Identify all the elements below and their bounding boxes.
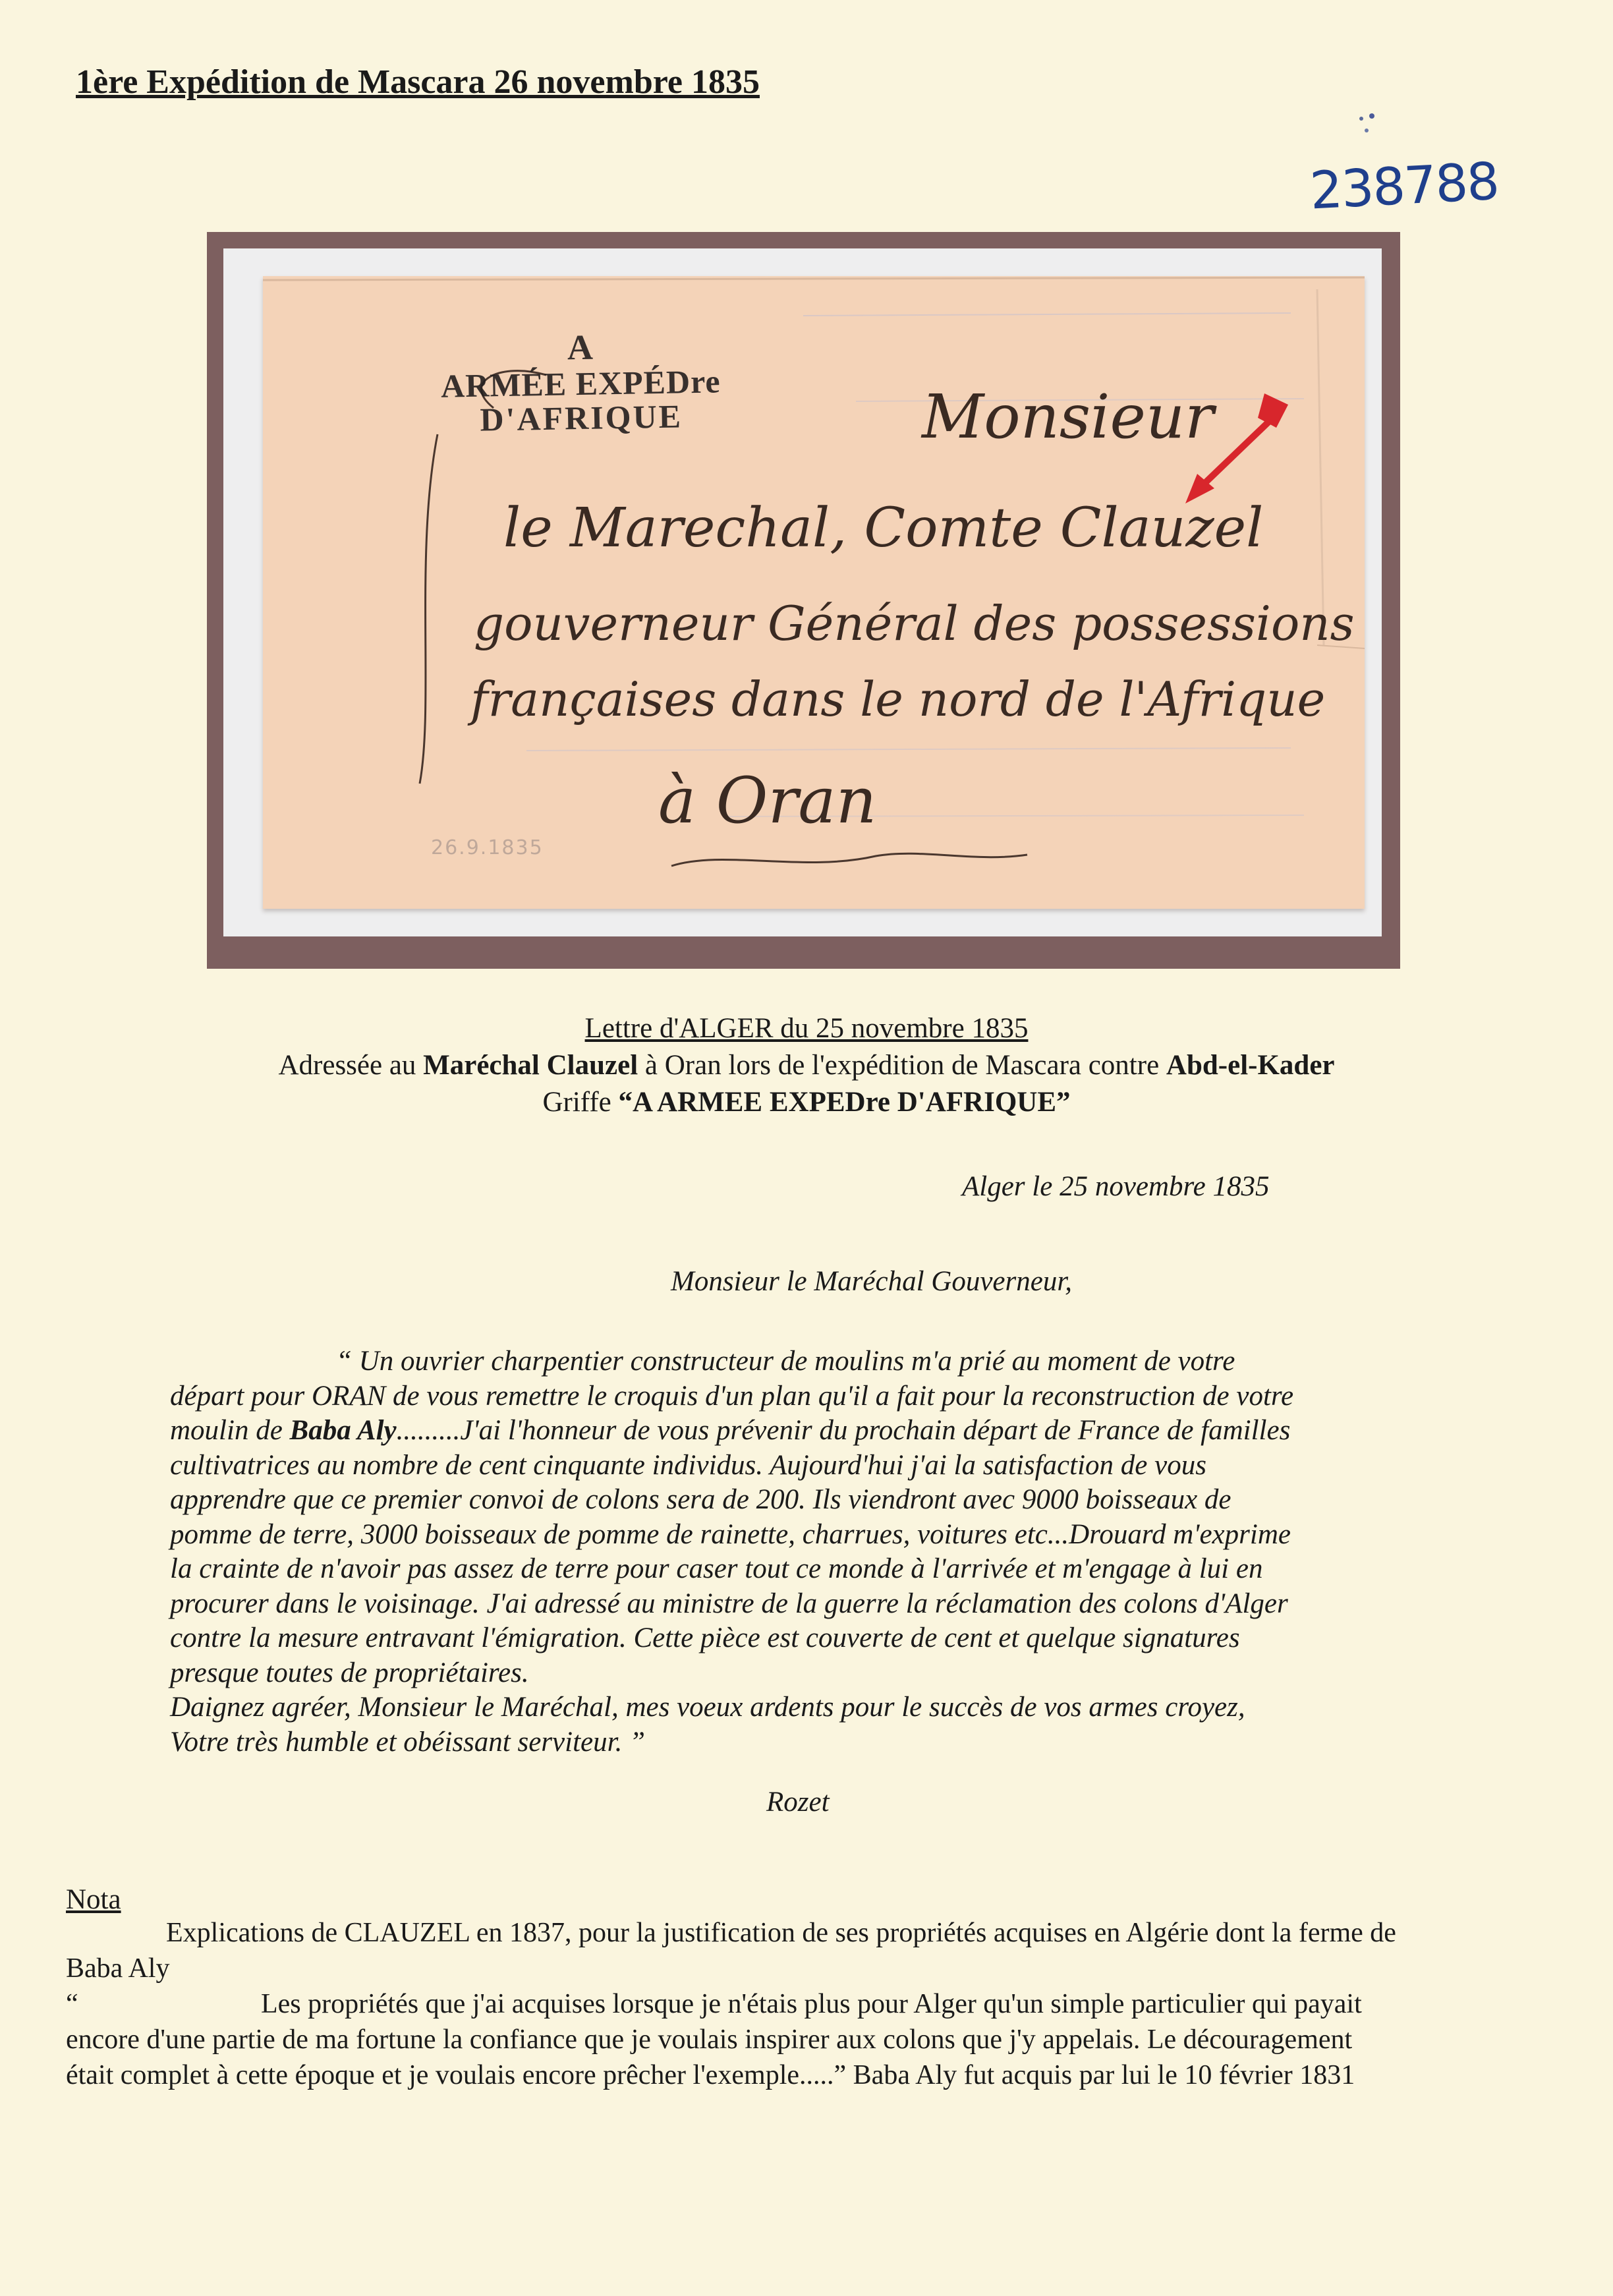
letter-line: apprendre que ce premier convoi de colons sera de 200. Ils viendront avec 9000 boisseaux de [170, 1484, 1231, 1515]
letter-line: Daignez agréer, Monsieur le Maréchal, mes voeux ardents pour le succès de vos armes croyez, [170, 1692, 1245, 1723]
cover-frame [207, 232, 1400, 969]
letter-line3-post: .........J'ai l'honneur de vous prévenir du prochain départ de France de familles [396, 1415, 1291, 1446]
letter-line3-pre: moulin de [170, 1415, 290, 1446]
letter-line: “ Un ouvrier charpentier constructeur de moulins m'a prié au moment de votre [336, 1346, 1235, 1377]
nota-label: Nota [66, 1884, 121, 1915]
letter-salutation: Monsieur le Maréchal Gouverneur, [671, 1266, 1073, 1297]
nota-text [66, 1915, 1515, 2093]
letter-line: départ pour ORAN de vous remettre le croquis d'un plan qu'il a fait pour la reconstruction de votre [170, 1380, 1294, 1412]
letter-date: Alger le 25 novembre 1835 [962, 1171, 1270, 1202]
nota-line: Explications de CLAUZEL en 1837, pour la justification de ses propriétés acquises en Algérie dont la ferme de [166, 1918, 1396, 1948]
inventory-number: 238788 [1308, 152, 1500, 221]
caption-griffe: “A ARMEE EXPEDre D'AFRIQUE” [618, 1087, 1071, 1118]
letter-line: contre la mesure entravant l'émigration. Cette pièce est couverte de cent et quelque signatures [170, 1622, 1240, 1653]
letter-baba-aly: Baba Aly [289, 1415, 397, 1446]
caption-opponent: Abd-el-Kader [1166, 1050, 1335, 1081]
address-line3: gouverneur Général des possessions [474, 596, 1355, 651]
letter-line: procurer dans le voisinage. J'ai adressé au ministre de la guerre la réclamation des colons d'Alger [170, 1588, 1288, 1619]
postmark-griffe [440, 326, 722, 438]
letter-line: cultivatrices au nombre de cent cinquante individus. Aujourd'hui j'ai la satisfaction de vous [170, 1449, 1206, 1481]
caption-line3-pre: Griffe [542, 1087, 619, 1118]
nota-line [66, 1986, 1515, 2022]
address-line5: à Oran [658, 764, 877, 838]
caption-line2-mid: à Oran lors de l'expédition de Mascara contre [638, 1050, 1166, 1081]
address-line4: françaises dans le nord de l'Afrique [470, 672, 1326, 727]
letter-line [170, 1414, 1444, 1449]
caption-line3 [0, 1086, 1613, 1118]
letter-cover [263, 276, 1365, 909]
letter-line: Votre très humble et obéissant serviteur. ” [170, 1726, 645, 1758]
postmark-line1: A [567, 327, 594, 368]
letter-body [170, 1344, 1444, 1760]
ink-specks [1357, 112, 1384, 152]
caption-line2 [0, 1049, 1613, 1081]
pencil-note: 26.9.1835 [431, 836, 544, 859]
nota-line: était complet à cette époque et je voulais encore prêcher l'exemple.....” Baba Aly fut acquis par lui le 10 février 1831 [66, 2060, 1355, 2090]
postmark-line2: ARMÉE EXPÉDre [440, 362, 722, 405]
nota-open-quote: “ [66, 1989, 78, 2019]
letter-line: presque toutes de propriétaires. [170, 1657, 529, 1688]
nota-line: Baba Aly [66, 1953, 170, 1984]
caption-line2-pre: Adressée au [278, 1050, 424, 1081]
nota-line: encore d'une partie de ma fortune la confiance que je voulais inspirer aux colons que j'y appelais. Le découragement [66, 2024, 1353, 2055]
postmark-line3: D'AFRIQUE [479, 397, 683, 438]
caption-recipient: Maréchal Clauzel [423, 1050, 638, 1081]
address-line1: Monsieur [922, 382, 1214, 452]
letter-line: la crainte de n'avoir pas assez de terre pour caser tout ce monde à l'arrivée et m'engage à lui en [170, 1553, 1263, 1584]
letter-signature: Rozet [766, 1787, 830, 1818]
caption-line1: Lettre d'ALGER du 25 novembre 1835 [584, 1013, 1029, 1044]
page-title: 1ère Expédition de Mascara 26 novembre 1835 [76, 63, 760, 101]
letter-line: pomme de terre, 3000 boisseaux de pomme de rainette, charrues, voitures etc...Drouard m'exprime [170, 1518, 1291, 1550]
nota-line3-text: Les propriétés que j'ai acquises lorsque je n'étais plus pour Alger qu'un simple particulier qui payait [261, 1989, 1362, 2019]
address-line2: le Marechal, Comte Clauzel [503, 497, 1264, 560]
cover-mount [223, 248, 1382, 936]
